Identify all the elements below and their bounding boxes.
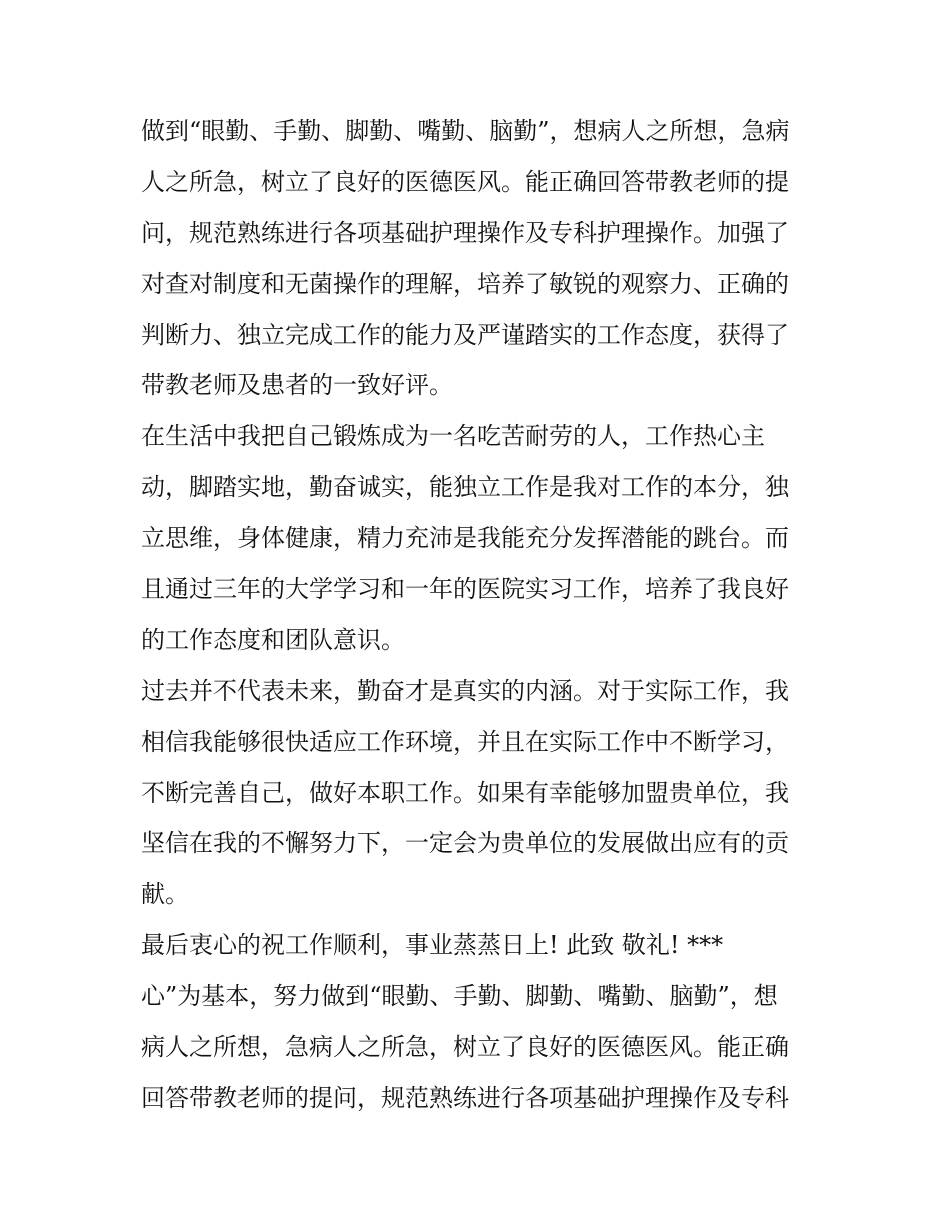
text-line-11: 的工作态度和团队意识。 [141, 625, 405, 654]
text-line-14: 不断完善自己，做好本职工作。如果有幸能够加盟贵单位，我 [141, 778, 789, 807]
text-line-2: 人之所急，树立了良好的医德医风。能正确回答带教老师的提 [141, 167, 789, 196]
text-line-19: 病人之所想，急病人之所急，树立了良好的医德医风。能正确 [141, 1033, 789, 1062]
text-line-1: 做到“眼勤、手勤、脚勤、嘴勤、脑勤”，想病人之所想，急病 [141, 117, 790, 145]
text-line-16: 献。 [141, 880, 189, 909]
text-line-4: 对查对制度和无菌操作的理解，培养了敏锐的观察力、正确的 [141, 269, 789, 298]
text-line-7: 在生活中我把自己锻炼成为一名吃苦耐劳的人，工作热心主 [141, 422, 765, 451]
document-body [141, 106, 813, 1124]
text-line-12: 过去并不代表未来，勤奋才是真实的内涵。对于实际工作，我 [141, 676, 789, 705]
text-line-5: 判断力、独立完成工作的能力及严谨踏实的工作态度，获得了 [141, 320, 789, 349]
text-line-3: 问，规范熟练进行各项基础护理操作及专科护理操作。加强了 [141, 218, 789, 247]
text-line-6: 带教老师及患者的一致好评。 [141, 371, 453, 400]
text-line-18: 心”为基本，努力做到“眼勤、手勤、脚勤、嘴勤、脑勤”，想 [141, 982, 778, 1011]
text-line-15: 坚信在我的不懈努力下，一定会为贵单位的发展做出应有的贡 [141, 829, 789, 858]
text-line-17: 最后衷心的祝工作顺利，事业蒸蒸日上! 此致 敬礼! *** [141, 931, 724, 960]
text-line-9: 立思维，身体健康，精力充沛是我能充分发挥潜能的跳台。而 [141, 524, 789, 553]
text-line-8: 动，脚踏实地，勤奋诚实，能独立工作是我对工作的本分，独 [141, 473, 789, 502]
text-line-13: 相信我能够很快适应工作环境，并且在实际工作中不断学习， [141, 727, 789, 756]
text-line-10: 且通过三年的大学学习和一年的医院实习工作，培养了我良好 [141, 575, 789, 604]
text-line-20: 回答带教老师的提问，规范熟练进行各项基础护理操作及专科 [141, 1083, 789, 1112]
